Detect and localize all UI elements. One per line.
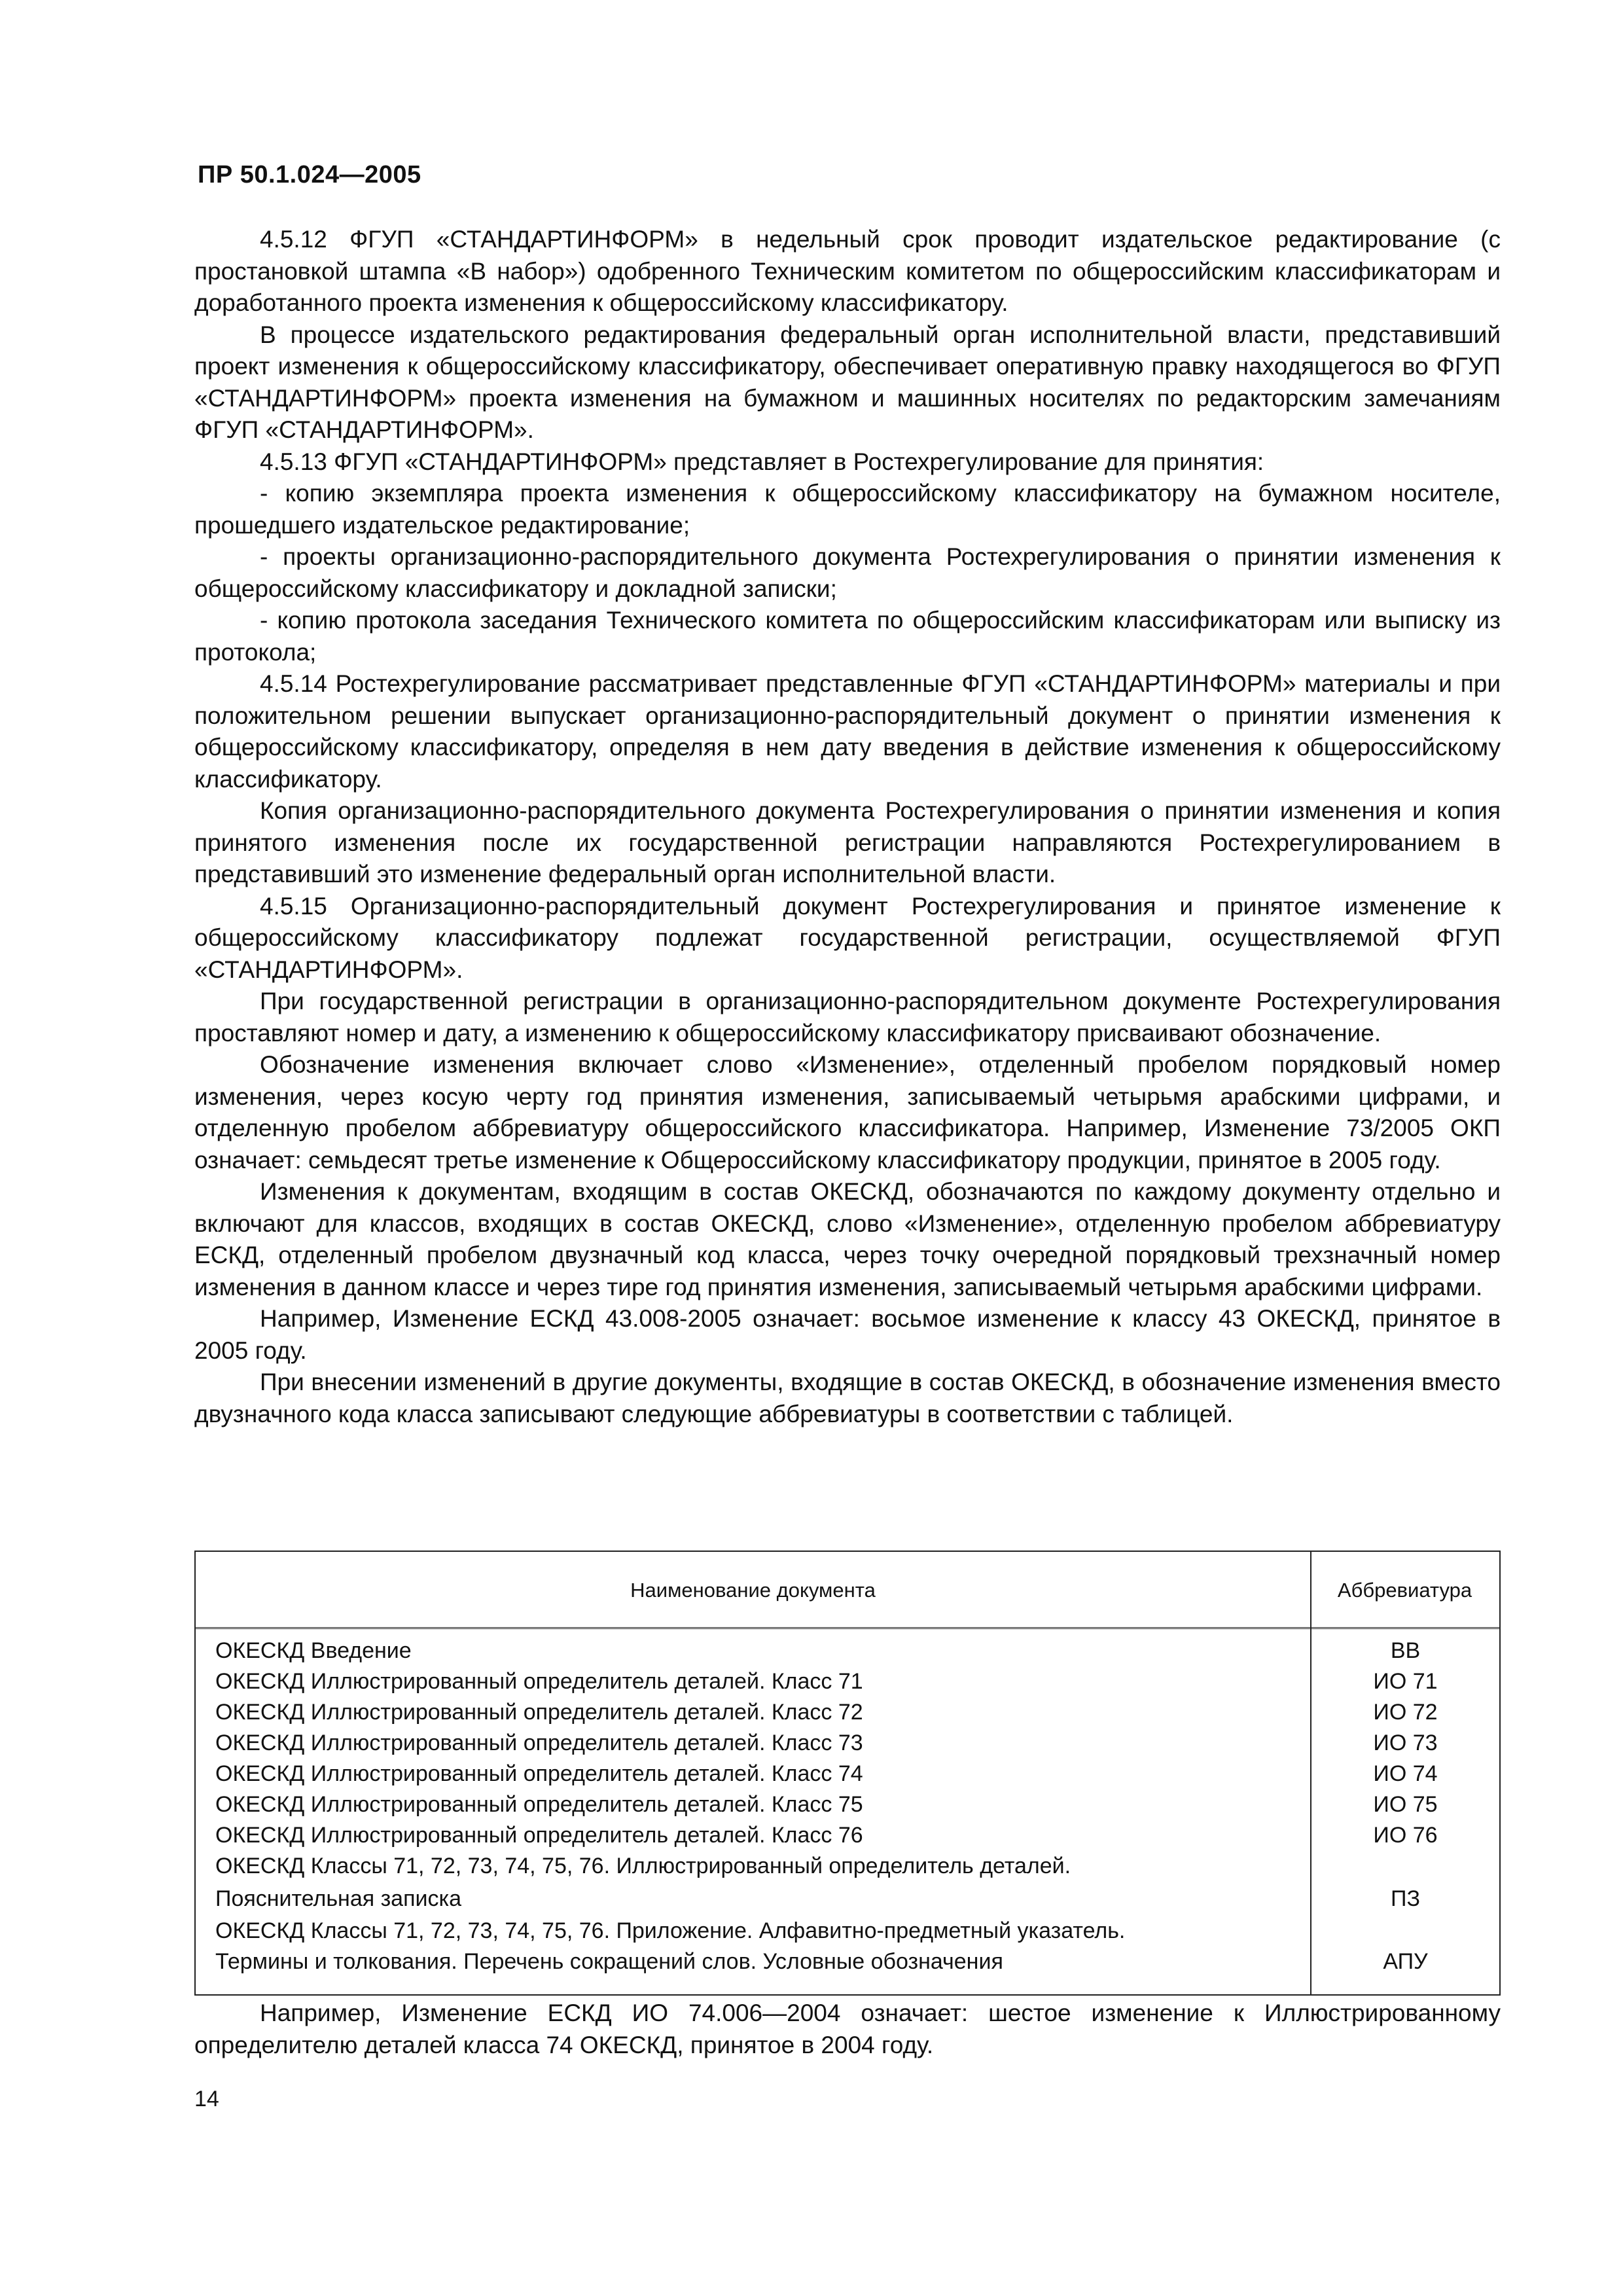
table-cell-name: ОКЕСКД Иллюстрированный определитель деталей. Класс 75	[215, 1792, 863, 1817]
table-cell-abbreviation: ПЗ	[1391, 1886, 1420, 1911]
table-cell-abbreviation: ВВ	[1390, 1638, 1421, 1663]
table-cell-name: ОКЕСКД Иллюстрированный определитель деталей. Класс 71	[215, 1669, 863, 1694]
table-cell-name: ОКЕСКД Классы 71, 72, 73, 74, 75, 76. Иллюстрированный определитель деталей.	[215, 1854, 1071, 1878]
table-cell-abbreviation: АПУ	[1383, 1949, 1428, 1974]
example-note	[194, 1998, 1501, 2061]
paragraph: 4.5.12 ФГУП «СТАНДАРТИНФОРМ» в недельный срок проводит издательское редактирование (с простановкой штампа «В набор») одобренного Техническим комитетом по общероссийским классификаторам и доработанного проекта изменения к общероссийскому классификатору.	[194, 226, 1501, 316]
table-name-column	[215, 1636, 1289, 1977]
table-cell-abbreviation: ИО 76	[1373, 1823, 1438, 1848]
table-cell-name: ОКЕСКД Введение	[215, 1638, 412, 1663]
list-item: - проекты организационно-распорядительного документа Ростехрегулирования о принятии изменения к общероссийскому классификатору и докладной записки;	[194, 543, 1501, 602]
column-header-abbreviation: Аббревиатура	[1337, 1579, 1472, 1602]
table-header	[196, 1552, 1499, 1629]
paragraph: 4.5.13 ФГУП «СТАНДАРТИНФОРМ» представляет в Ростехрегулирование для принятия:	[260, 448, 1264, 475]
paragraph: В процессе издательского редактирования федеральный орган исполнительной власти, представивший проект изменения к общероссийскому классификатору, обеспечивает оперативную правку находящегося во ФГУП «СТАНДАРТИНФОРМ» проекта изменения на бумажном и машинных носителях по редакторским замечаниям ФГУП «СТАНДАРТИНФОРМ».	[194, 321, 1501, 443]
paragraph: При внесении изменений в другие документы, входящие в состав ОКЕСКД, в обозначение изменения вместо двузначного кода класса записывают следующие аббревиатуры в соответствии с таблицей.	[194, 1369, 1501, 1427]
paragraph: Например, Изменение ЕСКД 43.008-2005 означает: восьмое изменение к классу 43 ОКЕСКД, принятое в 2005 году.	[194, 1305, 1501, 1364]
document-designation: ПР 50.1.024—2005	[198, 161, 421, 188]
paragraph: Например, Изменение ЕСКД ИО 74.006—2004 означает: шестое изменение к Иллюстрированному определителю деталей класса 74 ОКЕСКД, принятое в 2004 году.	[194, 2000, 1501, 2058]
table-cell-abbreviation: ИО 72	[1373, 1700, 1438, 1725]
table-cell-name: ОКЕСКД Иллюстрированный определитель деталей. Класс 72	[215, 1700, 863, 1725]
paragraph: Изменения к документам, входящим в состав ОКЕСКД, обозначаются по каждому документу отдельно и включают для классов, входящих в состав ОКЕСКД, слово «Изменение», отделенную пробелом аббревиатуру ЕСКД, отделенный пробелом двузначный код класса, через точку очередной порядковый трехзначный номер изменения в данном классе и через тире год принятия изменения, записываемый четырьмя арабскими цифрами.	[194, 1178, 1501, 1300]
paragraph: Копия организационно-распорядительного документа Ростехрегулирования о принятии изменения и копия принятого изменения после их государственной регистрации направляются Ростехрегулированием в представивший это изменение федеральный орган исполнительной власти.	[194, 797, 1501, 888]
table-cell-abbreviation: ИО 73	[1373, 1731, 1438, 1755]
paragraph: 4.5.14 Ростехрегулирование рассматривает представленные ФГУП «СТАНДАРТИНФОРМ» материалы и при положительном решении выпускает организационно-распорядительный документ о принятии изменения к общероссийскому классификатору, определяя в нем дату введения в действие изменения к общероссийскому классификатору.	[194, 670, 1501, 793]
table-cell-name: ОКЕСКД Иллюстрированный определитель деталей. Класс 76	[215, 1823, 863, 1848]
column-header-name: Наименование документа	[630, 1579, 876, 1602]
table-cell-abbreviation: ИО 74	[1373, 1761, 1438, 1786]
table-cell-name: Пояснительная записка	[215, 1886, 462, 1911]
table-cell-name: ОКЕСКД Иллюстрированный определитель деталей. Класс 74	[215, 1761, 863, 1786]
table-abbreviation-column	[1311, 1636, 1499, 1977]
paragraph: 4.5.15 Организационно-распорядительный документ Ростехрегулирования и принятое изменение к общероссийскому классификатору подлежат государственной регистрации, осуществляемой ФГУП «СТАНДАРТИНФОРМ».	[194, 892, 1501, 983]
table-cell-abbreviation: ИО 71	[1373, 1669, 1438, 1694]
table-cell-abbreviation	[1311, 1851, 1499, 1884]
body-text	[194, 224, 1501, 1430]
paragraph: При государственной регистрации в организационно-распорядительном документе Ростехрегулирования проставляют номер и дату, а изменению к общероссийскому классификатору присваивают обозначение.	[194, 988, 1501, 1047]
table-cell-name: ОКЕСКД Классы 71, 72, 73, 74, 75, 76. Приложение. Алфавитно-предметный указатель.	[215, 1918, 1126, 1943]
table-cell-abbreviation: ИО 75	[1373, 1792, 1438, 1817]
page-number: 14	[194, 2087, 219, 2111]
list-item: - копию экземпляра проекта изменения к общероссийскому классификатору на бумажном носителе, прошедшего издательское редактирование;	[194, 480, 1501, 539]
paragraph: Обозначение изменения включает слово «Изменение», отделенный пробелом порядковый номер изменения, через косую черту год принятия изменения, записываемый четырьмя арабскими цифрами, и отделенную пробелом аббревиатуру общероссийского классификатора. Например, Изменение 73/2005 ОКП означает: семьдесят третье изменение к Общероссийскому классификатору продукции, принятое в 2005 году.	[194, 1051, 1501, 1174]
table-cell-abbreviation	[1311, 1916, 1499, 1946]
list-item: - копию протокола заседания Технического комитета по общероссийским классификаторам или выписку из протокола;	[194, 607, 1501, 666]
abbreviations-table	[194, 1551, 1501, 1996]
table-cell-name: Термины и толкования. Перечень сокращений слов. Условные обозначения	[215, 1949, 1003, 1974]
table-cell-name: ОКЕСКД Иллюстрированный определитель деталей. Класс 73	[215, 1731, 863, 1755]
